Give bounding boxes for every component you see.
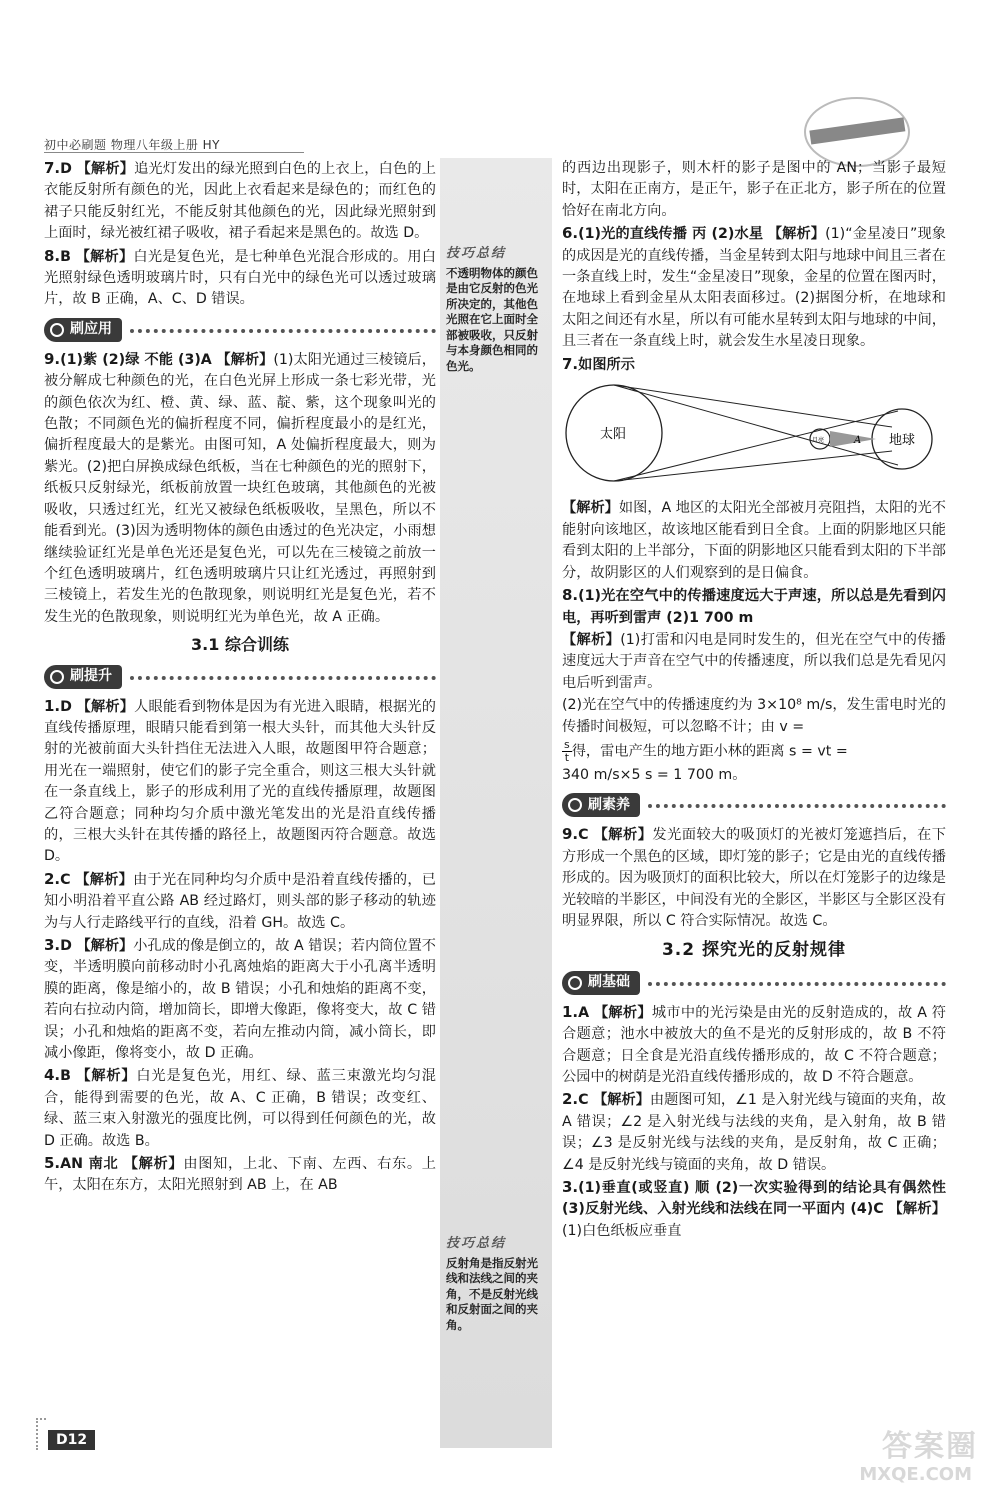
- page-number: D12: [48, 1430, 95, 1450]
- question-2: 2.C 【解析】由于光在同种均匀介质中是沿着直线传播的，已知小明沿着平直公路 AB 经过路灯，则头部的影子移动的轨迹为与人行走路线平行的直线，沿着 GH。故选 C。: [44, 869, 436, 931]
- right-column: [562, 158, 946, 1243]
- question-1: 1.D 【解析】人眼能看到物体是因为有光进入眼睛，根据光的直线传播原理，眼睛只能看到第一根大头针，而其他大头针反射的光被前面大头针挡住无法进入人眼，故题图甲符合题意；用光在一端照射，使它们的影子完全重合，则这三根大头针就在一条直线上，影子的形成利用了光的直线传播原理，故题图乙符合题意；同种均匀介质中激光笔发出的光是沿直线传播的，三根大头针在其传播的路径上，故题图丙符合题意。故选 D。: [44, 696, 436, 865]
- badge-icon: [568, 976, 582, 990]
- question-7-analysis: 【解析】如图，A 地区的太阳光全部被月亮阻挡，太阳的光不能射向该地区，故该地区能看到日全食。上面的阴影地区只能看到太阳的上半部分，下面的阴影地区只能看到太阳的下半部分，故阴影区的人们观察到的是日偏食。: [562, 500, 946, 581]
- earth-label: 地球: [889, 433, 916, 449]
- question-4: 4.B 【解析】白光是复色光，用红、绿、蓝三束激光均匀混合，能得到需要的色光，故 A、C 正确，B 错误；改变红、绿、蓝三束入射激光的强度比例，可以得到任何颜色的光，故 D 正确。故选 B。: [44, 1066, 436, 1149]
- question-r1: 1.A 【解析】城市中的光污染是由光的反射造成的，故 A 符合题意；池水中被放大的鱼不是光的反射形成的，故 B 不符合题意；日全食是光沿直线传播形成的，故 C 不符合题意；公园中的树荫是光沿直线传播形成的，故 D 不符合题意。: [562, 1002, 946, 1085]
- tip-title: 技巧总结: [446, 1236, 507, 1251]
- question-5-continued: 的西边出现影子，则木杆的影子是图中的 AN；当影子最短时，太阳在正南方，是正午，影子在正北方，影子所在的位置恰好在南北方向。: [562, 160, 946, 219]
- question-9: 9.(1)紫 (2)绿 不能 (3)A 【解析】(1)太阳光通过三棱镜后，被分解成七种颜色的光，在白色光屏上形成一条七彩光带，光的颜色依次为红、橙、黄、绿、蓝、靛、紫，这个现象叫光的色散；不同颜色光的偏折程度不同，偏折程度最小的是红光，偏折程度最大的是紫光。由图可知，A 处偏折程度最大，则为紫光。(2)把白屏换成绿色纸板，当在七种颜色的光的照射下，纸板只反射绿光，纸板前放置一块红色玻璃，其他颜色的光被吸收，只透过红光，红光又被绿色纸板吸收，呈黑色，所以不能看到光。(3)因为透明物体的颜色由透过的色光决定，小雨想继续验证红光是单色光还是复色光，可以先在三棱镜之前放一个红色透明玻璃片，红色透明玻璃片只让红光透过，再照射到三棱镜上，若发生光的色散现象，则说明红光是复色光，若不发生光的色散现象，则说明红光为单色光，故 A 正确。: [44, 349, 436, 625]
- question-5: 5.AN 南北 【解析】由图知，上北、下南、左西、右东。上午，太阳在东方，太阳光照射到 AB 上，在 AB: [44, 1154, 436, 1194]
- question-8-analysis-4: 340 m/s×5 s = 1 700 m。: [562, 766, 747, 783]
- question-r2: 2.C 【解析】由题图可知，∠1 是入射光线与镜面的夹角，故 A 错误；∠2 是入射光线与法线的夹角，是入射角，故 B 错误；∠3 是反射光线与法线的夹角，是反射角，故 C 正确；∠4 是反射光线与镜面的夹角，故 D 错误。: [562, 1090, 946, 1173]
- question-3: 3.D 【解析】小孔成的像是倒立的，故 A 错误；若内筒位置不变，半透明膜向前移动时小孔离烛焰的距离大于小孔离半透明膜的距离，像是缩小的，故 B 错误；小孔和烛焰的距离不变，若向右拉动内筒，增加筒长，即增大像距，像将变大，故 C 错误；小孔和烛焰的距离不变，若向左推动内筒，减小筒长，即减小像距，像将变小，故 D 正确。: [44, 936, 436, 1062]
- left-column: [44, 158, 436, 1198]
- badge-icon: [50, 323, 64, 337]
- tip-text: 不透明物体的颜色是由它反射的色光所决定的，其他色光照在它上面时全部被吸收，只反射与本身颜色相同的色光。: [446, 265, 538, 373]
- badge-icon: [50, 670, 64, 684]
- question-6: 6.(1)光的直线传播 丙 (2)水星 【解析】(1)“金星凌日”现象的成因是光的直线传播，当金星转到太阳与地球中间且三者在一条直线上时，发生“金星凌日”现象，金星的位置在图丙时，在地球上看到金星从太阳表面移过。(2)据图分析，在地球和太阳之间还有水星，所以有可能水星转到太阳与地球的中间，且三者在一条直线上时，就会发生水星凌日现象。: [562, 224, 946, 350]
- sun-label: 太阳: [600, 427, 627, 443]
- section-bar-app: 刷应用: [44, 317, 436, 343]
- region-a-label: A: [854, 435, 862, 447]
- question-8-analysis-3: $\frac{s}{t}$ 得，雷电产生的地方距小林的距离 s = vt =: [564, 737, 848, 764]
- eclipse-diagram: [562, 381, 942, 485]
- watermark: 答案圈: [882, 1429, 978, 1464]
- tip-text: 反射角是指反射光线和法线之间的夹角，不是反射光线和反射面之间的夹角。: [446, 1255, 538, 1332]
- tip-box: [446, 1236, 548, 1333]
- page-header: 初中必刷题 物理八年级上册 HY: [44, 138, 220, 152]
- badge-icon: [568, 798, 582, 812]
- section-bar-literacy: 刷素养: [562, 792, 946, 818]
- page-corner-mark: [36, 1418, 46, 1450]
- question-8-analysis: 【解析】(1)打雷和闪电是同时发生的，但光在空气中的传播速度远大于声音在空气中的传播速度，所以我们总是先看见闪电后听到雷声。: [562, 631, 946, 691]
- tip-title: 技巧总结: [446, 246, 507, 261]
- section-title-3-1: 3.1 综合训练: [191, 635, 289, 655]
- section-bar-up: 刷提升: [44, 664, 436, 690]
- question-9: 9.C 【解析】发光面较大的吸顶灯的光被灯笼遮挡后，在下方形成一个黑色的区域，即灯笼的影子；它是由光的直线传播形成的。因为吸顶灯的面积比较大，所以在灯笼影子的边缘是光较暗的半影区，中间没有光的全影区，半影区与全影区没有明显界限，所以 C 符合实际情况。故选 C。: [562, 825, 946, 929]
- question-8: 8.(1)光在空气中的传播速度远大于声速，所以总是先看到闪电，再听到雷声 (2)1 700 m: [562, 586, 946, 626]
- question-8: 8.B 【解析】白光是复色光，是七种单色光混合形成的。用白光照射绿色透明玻璃片时，只有白光中的绿色光可以透过玻璃片，故 B 正确，A、C、D 错误。: [44, 246, 436, 308]
- question-7: 7.D 【解析】追光灯发出的绿光照到白色的上衣上，白色的上衣能反射所有颜色的光，因此上衣看起来是绿色的；而红色的裙子只能反射红光，不能反射其他颜色的光，因此绿光照射到上面时，绿光被红裙子吸收，裙子看起来是黑色的。故选 D。: [44, 159, 436, 242]
- question-7: 7.如图所示: [562, 354, 635, 373]
- moon-label: 月亮: [812, 437, 825, 445]
- question-r3: 3.(1)垂直(或竖直) 顺 (2)一次实验得到的结论具有偶然性 (3)反射光线、入射光线和法线在同一平面内 (4)C 【解析】(1)白色纸板应垂直: [562, 1178, 946, 1239]
- tip-box: [446, 246, 548, 374]
- watermark-url: MXQE.COM: [859, 1464, 972, 1485]
- header-rule: [44, 152, 304, 153]
- question-8-analysis-2: (2)光在空气中的传播速度约为 3×10⁸ m/s，发生雷电时光的传播时间极短，可以忽略不计；由 v =: [562, 697, 946, 735]
- section-bar-basic: 刷基础: [562, 970, 946, 996]
- section-title-3-2: 3.2 探究光的反射规律: [661, 940, 847, 961]
